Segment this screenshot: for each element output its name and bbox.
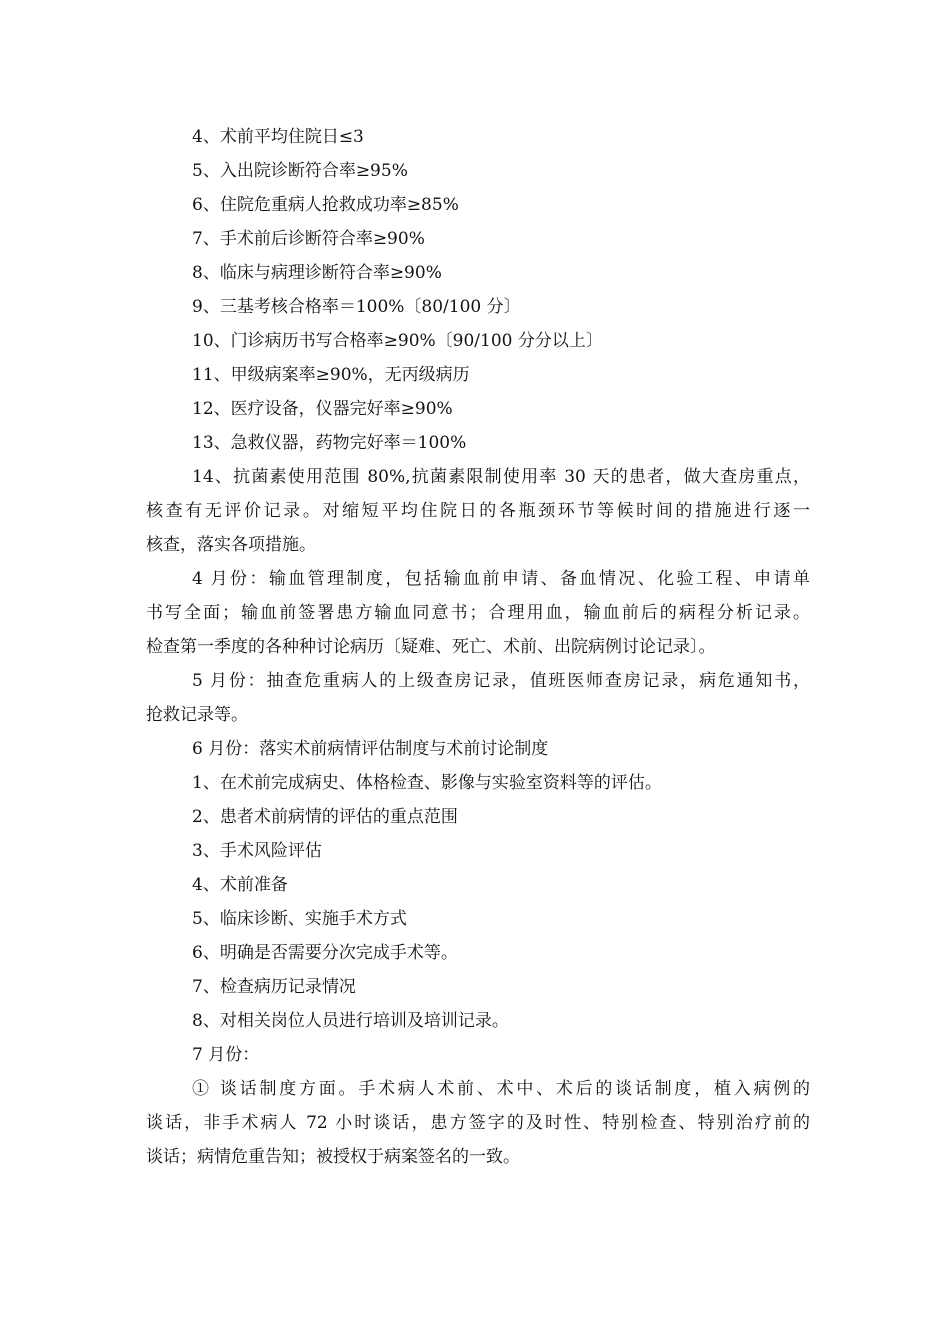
text-line: 8、对相关岗位人员进行培训及培训记录。 xyxy=(192,1011,509,1031)
text-line: 5、入出院诊断符合率≥95% xyxy=(192,161,408,181)
text-line: 10、门诊病历书写合格率≥90%〔90/100 分分以上〕 xyxy=(192,331,603,351)
text-line: 9、三基考核合格率＝100%〔80/100 分〕 xyxy=(192,297,521,317)
document-body xyxy=(146,120,810,1174)
text-line: 13、急救仪器，药物完好率＝100% xyxy=(192,433,467,453)
text-line: 4 月份：输血管理制度，包括输血前申请、备血情况、化验工程、申请单 xyxy=(192,569,810,589)
text-line: 3、手术风险评估 xyxy=(192,841,322,861)
text-line: 抢救记录等。 xyxy=(146,705,248,725)
text-line: 6 月份：落实术前病情评估制度与术前讨论制度 xyxy=(192,739,549,759)
text-line: 核查，落实各项措施。 xyxy=(146,535,316,555)
text-line: 4、术前准备 xyxy=(192,875,288,895)
text-line: 14、抗菌素使用范围 80%,抗菌素限制使用率 30 天的患者，做大查房重点， xyxy=(192,467,810,487)
text-line: 书写全面；输血前签署患方输血同意书；合理用血，输血前后的病程分析记录。 xyxy=(146,603,810,623)
text-line: 核查有无评价记录。对缩短平均住院日的各瓶颈环节等候时间的措施进行逐一 xyxy=(146,501,810,521)
text-line: 8、临床与病理诊断符合率≥90% xyxy=(192,263,442,283)
text-line: 5、临床诊断、实施手术方式 xyxy=(192,909,407,929)
text-line: 7、手术前后诊断符合率≥90% xyxy=(192,229,425,249)
text-line: 6、明确是否需要分次完成手术等。 xyxy=(192,943,458,963)
text-line: 1、在术前完成病史、体格检查、影像与实验室资料等的评估。 xyxy=(192,773,662,793)
text-line: 7 月份： xyxy=(192,1045,260,1065)
text-line: 检查第一季度的各种种讨论病历〔疑难、死亡、术前、出院病例讨论记录〕。 xyxy=(146,637,716,657)
text-line: 7、检查病历记录情况 xyxy=(192,977,356,997)
text-line: 6、住院危重病人抢救成功率≥85% xyxy=(192,195,459,215)
text-line: 12、医疗设备，仪器完好率≥90% xyxy=(192,399,453,419)
text-line: 5 月份：抽查危重病人的上级查房记录，值班医师查房记录，病危通知书， xyxy=(192,671,810,691)
text-line: 2、患者术前病情的评估的重点范围 xyxy=(192,807,458,827)
text-line: ① 谈话制度方面。手术病人术前、术中、术后的谈话制度，植入病例的 xyxy=(192,1079,810,1099)
text-line: 谈话；病情危重告知；被授权于病案签名的一致。 xyxy=(146,1147,520,1167)
text-line: 11、甲级病案率≥90%，无丙级病历 xyxy=(192,365,470,385)
text-line: 谈话，非手术病人 72 小时谈话，患方签字的及时性、特别检查、特别治疗前的 xyxy=(146,1113,810,1133)
text-line: 4、术前平均住院日≤3 xyxy=(192,127,364,147)
